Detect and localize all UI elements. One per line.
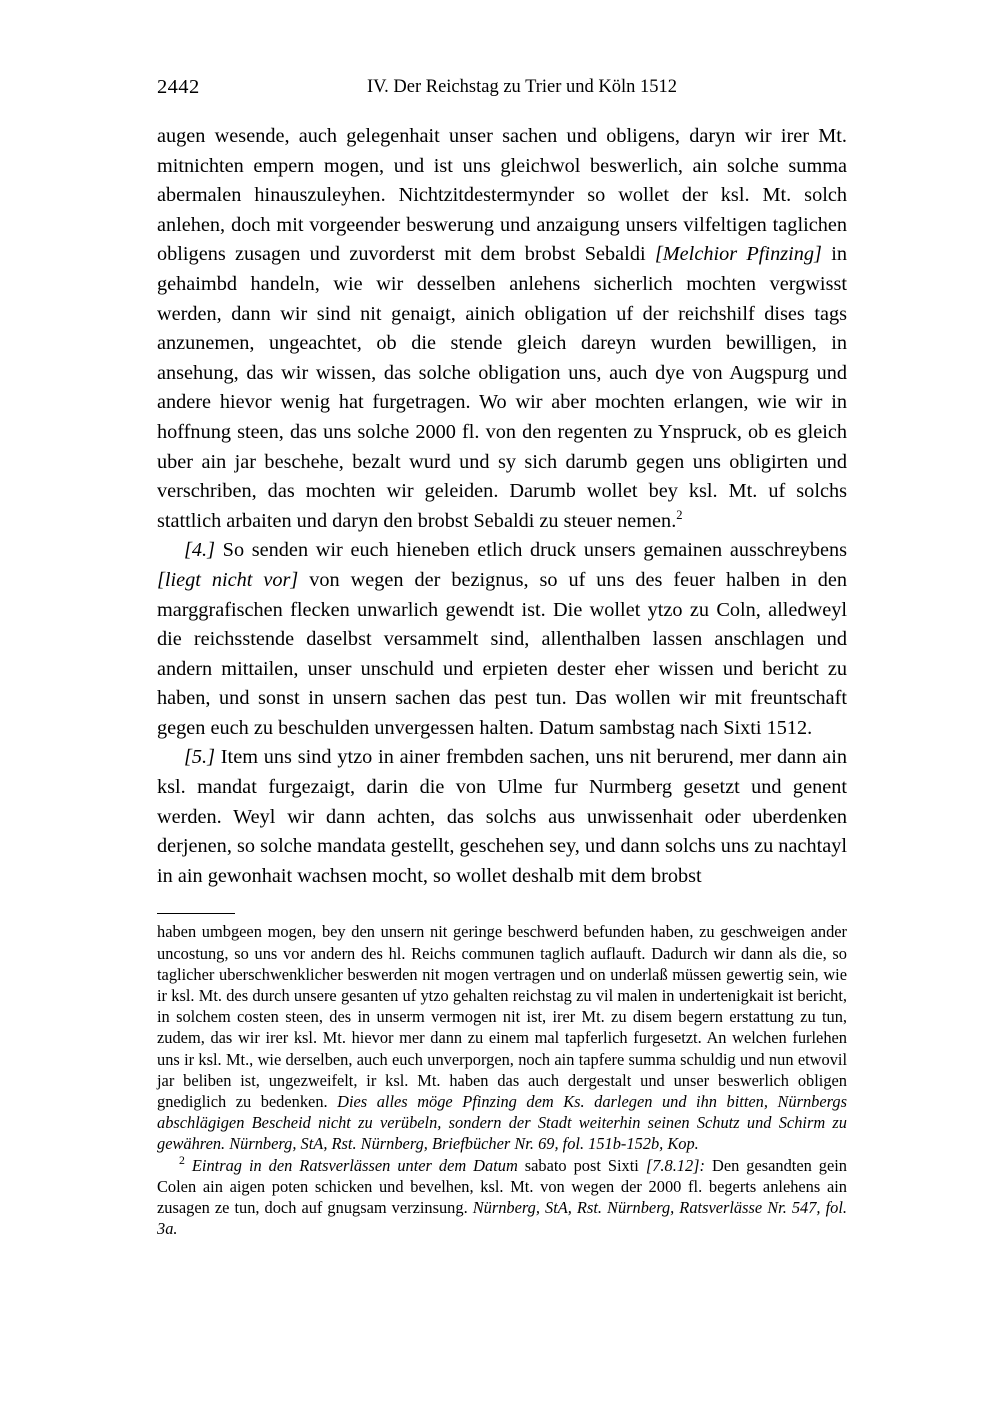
footnote-separator-rule: [157, 913, 235, 914]
paragraph-4: [157, 536, 847, 743]
footnote-2-italic-source: Nürnberg, StA, Rst. Nürnberg, Ratsverlässe Nr. 547, fol. 3a.: [157, 1198, 847, 1239]
footnote-2-italic-date: [7.8.12]:: [645, 1155, 706, 1175]
paragraph-5: [157, 743, 847, 891]
footnote-1-roman-text: haben umbgeen mogen, bey den unsern nit geringe beschwerd befunden haben, zu geschweigen ander uncostung, so uns vor andern des hl. Reichs communen taglich auflauft. Dadurch wir dann als die, so taglicher uberschwenklicher beswerden nit mogen vertragen und on underlaß müssen gewertig sein, wie ir ksl. Mt. des durch unsere gesanten uf ytzo gehalten reichstag zu vil malen in undertenigkait ist bericht, in solchem costen steen, des in unserm vermogen nit ist, irer Mt. zu disem begern erstattung zu tun, zudem, das wir irer ksl. Mt. hievor mer dann zu einem mal tapferlich furgesetzt. An welchen furlehen uns ir ksl. Mt., wie derselben, auch euch unverporgen, noch ain tapfere summa schuldig und nun etwovil jar beliben ist, ungezweifelt, ir ksl. Mt. haben das auch dergestalt und unser beswerlich obligen gnediglich zu bedenken.: [157, 922, 847, 1112]
footnote-2-marker: 2: [179, 1153, 185, 1168]
paragraph-5-text: Item uns sind ytzo in ainer frembden sachen, uns nit berurend, mer dann ain ksl. mandat furgezaigt, darin die von Ulme fur Nurmberg gesetzt und genent werden. Weyl wir dann achten, das solchs aus unwissenhait oder uberdenken derjenen, so solche mandata gestellt, geschehen sey, und dann solchs uns zu nachtayl in ain gewonhait wachsen mocht, so wollet deshalb mit dem brobst: [157, 746, 847, 887]
editorial-insert-pfinzing: [Melchior Pfinzing]: [654, 243, 822, 266]
paragraph-4-text-after: von wegen der bezignus, so uf uns des feuer halben in den marggrafischen flecken unwarlich gewendt ist. Die wollet ytzo zu Coln, alledweyl die reichsstende daselbst versammelt sind, allenthalben lassen anschlagen und andern mittailen, unser unschuld und erpieten dester eher wissen und bericht zu haben, und sonst in unsern sachen das pest tun. Das wollen wir mit freuntschaft gegen euch zu beschulden unvergessen halten. Datum sambstag nach Sixti 1512.: [157, 568, 848, 739]
body-text: [157, 122, 847, 891]
paragraph-continued: [157, 122, 847, 536]
paragraph-continued-text-before: augen wesende, auch gelegenhait unser sachen und obligens, daryn wir irer Mt. mitnichten empern mogen, und ist uns gleichwol beswerlich, ain solche summa abermalen hinauszuleyhen. Nichtzitdestermynder so wollet der ksl. Mt. solch anlehen, doch mit vorgeender beswerung und anzaigung unsers vilfeltigen taglichen obligens zusagen und zuvorderst mit dem brobst Sebaldi: [157, 125, 847, 266]
paragraph-continued-text-after: in gehaimbd handeln, wie wir desselben anlehens sicherlich mochten vergwisst werden, dann wir sind nit genaigt, ainich obligation uf der reichshilf dises tags anzunemen, ungeachtet, ob die stende gleich dareyn wurden bewilligen, in ansehung, das wir wissen, das solche obligation uns, auch dye von Augspurg und andere hievor wenig hat furgetragen. Wo wir aber mochten erlangen, wie wir in hoffnung steen, das uns solche 2000 fl. von den regenten zu Ynspruck, ob es gleich uber ain jar beschehe, bezalt wurd und sy sich darumb gegen uns obligirten und verschriben, das mochten wir geleiden. Darumb wollet bey ksl. Mt. uf solchs stattlich arbaiten und daryn den brobst Sebaldi zu steuer nemen.: [157, 243, 847, 532]
footnote-2-roman-text: Den gesandten gein Colen ain aigen poten schicken und bevelhen, ksl. Mt. von wegen der 2000 fl. begerts anlehens ain zusagen ze tun, doch auf gnugsam verzinsung.: [157, 1155, 847, 1218]
paragraph-5-number: [5.]: [184, 746, 215, 769]
paragraph-4-number: [4.]: [184, 539, 215, 562]
page-content: [157, 70, 847, 1239]
paragraph-4-text-before: So senden wir euch hieneben etlich druck unsers gemainen ausschreybens: [215, 539, 847, 562]
page-number: 2442: [157, 76, 200, 98]
footnote-2: [157, 1155, 847, 1240]
footnote-1: [157, 921, 847, 1154]
footnote-2-roman-mid: sabato post Sixti: [517, 1155, 646, 1175]
footnote-apparatus: [157, 921, 847, 1239]
footnote-1-italic-text: Dies alles möge Pfinzing dem Ks. darlegen und ihn bitten, Nürnbergs abschlägigen Bescheid nicht zu verübeln, sondern der Stadt weiterhin seinen Schutz und Schirm zu gewähren. Nürnberg, StA, Rst. Nürnberg, Briefbücher Nr. 69, fol. 151b-152b, Kop.: [157, 1092, 847, 1154]
footnote-2-italic-lead: Eintrag in den Ratsverlässen unter dem Datum: [191, 1155, 518, 1175]
running-head: [157, 70, 847, 104]
editorial-insert-liegt-nicht-vor: [liegt nicht vor]: [157, 568, 299, 591]
footnote-reference-2[interactable]: 2: [676, 507, 683, 522]
running-title: IV. Der Reichstag zu Trier und Köln 1512: [367, 77, 678, 97]
